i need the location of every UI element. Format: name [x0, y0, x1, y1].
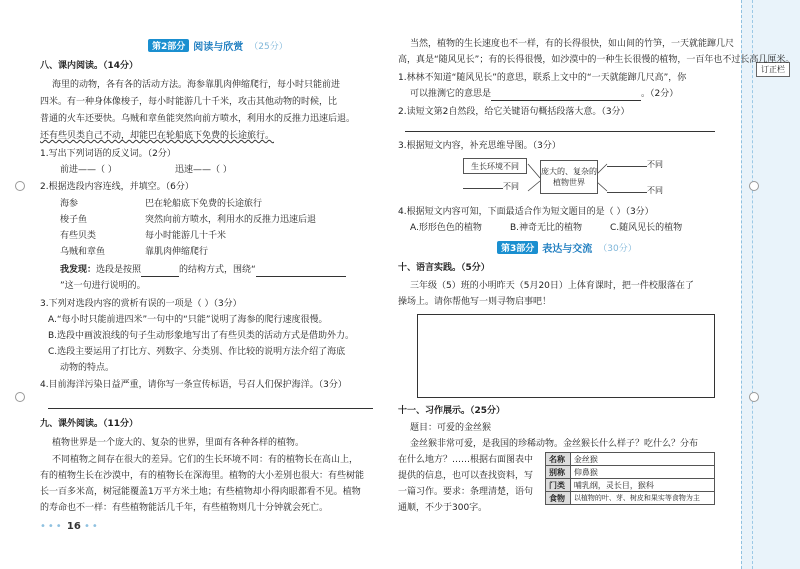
q8-title: 八、课内阅读。（14分） [40, 61, 139, 71]
section2-header: 第2部分 阅读与欣赏 （25分） [148, 38, 288, 52]
mind-map-blank-3[interactable] [607, 192, 647, 193]
discover-line-end: ”这一句进行说明的。 [60, 281, 146, 291]
antonym-blank-1[interactable]: 前进——（ ） [60, 165, 117, 175]
q11-line: 提供的信息，也可以查找资料，写 [398, 471, 534, 481]
link-left-item[interactable]: 有些贝类 [60, 231, 97, 241]
passage-line: 普通的火车还要快。乌贼和章鱼能突然向前方喷水，利用水的反推力迅速后退。 [40, 114, 356, 124]
table-row: 食物 以植物的叶、芽、树皮和果实等食物为主 [546, 492, 715, 505]
summary-answer-line[interactable] [405, 131, 715, 132]
q8-option-c-cont: 动物的特点。 [60, 363, 115, 373]
q11-line: 一篇习作。要求：条理清楚，语句 [398, 487, 534, 497]
q8-sub3: 3.下列对选段内容的赏析有误的一项是（ ）（3分） [40, 299, 242, 309]
q11-topic: 题目：可爱的金丝猴 [410, 423, 492, 433]
q9-line: 的寿命也不一样：有些植物能活几千年，有些植物则几十分钟就会死亡。 [40, 503, 329, 513]
r-q4-option-b[interactable]: B.神奇无比的植物 [510, 223, 583, 233]
q11-line: 金丝猴非常可爱，是我国的珍稀动物。金丝猴长什么样子？吃什么？分布 [410, 439, 699, 449]
dots-decoration: ••• [40, 521, 64, 532]
correction-tag: 订正栏 [756, 62, 790, 77]
table-row: 别称 仰鼻猴 [546, 466, 715, 479]
discover-blank-2[interactable] [256, 276, 346, 277]
mind-map-label-diff: 不同 [647, 160, 663, 169]
q8-option-a[interactable]: A.“每小时只能前进四米”一句中的“只能”说明了海参的爬行速度很慢。 [48, 315, 328, 325]
mind-map-label-diff: 不同 [503, 182, 519, 191]
binding-hole [749, 181, 759, 191]
lost-notice-writing-box[interactable] [417, 314, 715, 398]
section3-header: 第3部分 表达与交流 （30分） [497, 240, 637, 254]
r-q4: 4.根据短文内容可知，下面最适合作为短文题目的是（ ）（3分） [398, 207, 654, 217]
discover-blank-1[interactable] [141, 276, 179, 277]
q10-line: 三年级（5）班的小明昨天（5月20日）上体育课时，把一件校服落在了 [410, 281, 694, 291]
antonym-blank-2[interactable]: 迅速——（ ） [175, 165, 232, 175]
link-left-item[interactable]: 乌贼和章鱼 [60, 247, 106, 257]
link-right-item[interactable]: 巴在轮船底下免费的长途旅行 [145, 199, 263, 209]
passage-line: 四米。有一种身体像梭子，每小时能游几十千米，攻击其他动物的时候，比 [40, 97, 338, 107]
r-q2: 2.读短文第2自然段，给它关键语句概括段落大意。（3分） [398, 107, 630, 117]
passage-cont: 高，真是“随风见长”；有的长得很慢，如沙漠中的一种生长很慢的植物，一百年也不过长高几厘米。 [398, 55, 795, 65]
passage-cont: 当然，植物的生长速度也不一样，有的长得很快，如山间的竹笋，一天就能蹿几尺 [410, 39, 735, 49]
r-q1: 1.林林不知道“随风见长”的意思，联系上文中的“一天就能蹿几尺高”，你 [398, 73, 687, 83]
r-q4-option-a[interactable]: A.形形色色的植物 [410, 223, 482, 233]
golden-monkey-info-table [545, 452, 715, 505]
link-right-item[interactable]: 每小时能游几十千米 [145, 231, 227, 241]
link-left-item[interactable]: 海参 [60, 199, 79, 209]
discover-line: 我发现：选段是按照 的结构方式，围绕“ [60, 264, 346, 277]
q10-line: 操场上。请你帮他写一则寻物启事吧！ [398, 297, 552, 307]
slogan-answer-line[interactable] [48, 408, 373, 409]
q8-option-c[interactable]: C.选段主要运用了打比方、列数字、分类别、作比较的说明方法介绍了海底 [48, 347, 346, 357]
binding-hole [749, 392, 759, 402]
binding-hole [15, 392, 25, 402]
q9-line: 植物世界是一个庞大的、复杂的世界，里面有各种各样的植物。 [52, 438, 305, 448]
r-q1-line2: 可以推测它的意思是 。（2分） [410, 89, 679, 99]
q9-line: 有的植物生长在沙漠中，有的植物长在深海里。植物的大小差别也很大：有些树能 [40, 471, 365, 481]
link-right-item[interactable]: 突然向前方喷水，利用水的反推力迅速后退 [145, 215, 317, 225]
q11-line: 在什么地方？……根据右面图表中 [398, 455, 534, 465]
mind-map-label-diff: 不同 [647, 186, 663, 195]
dots-decoration: •• [84, 521, 100, 532]
passage-wavy-line: 还有些贝类自己不动，却能巴在轮船底下免费的长途旅行。 [40, 131, 275, 141]
mind-map-blank-2[interactable] [607, 166, 647, 167]
q9-title: 九、课外阅读。（11分） [40, 419, 139, 429]
cut-line [752, 0, 753, 569]
passage-line: 海里的动物，各有各的活动方法。海参靠肌肉伸缩爬行，每小时只能前进 [52, 80, 341, 90]
r-q4-option-c[interactable]: C.随风见长的植物 [610, 223, 683, 233]
mind-map-blank-1[interactable] [463, 188, 503, 189]
q8-sub4: 4.目前海洋污染日益严重，请你写一条宣传标语，号召人们保护海洋。（3分） [40, 380, 347, 390]
binding-hole [15, 181, 25, 191]
q8-option-b[interactable]: B.选段中画波浪线的句子生动形象地写出了有些贝类的活动方式是借助外力。 [48, 331, 355, 341]
mind-map-center: 庞大的、复杂的 植物世界 [540, 160, 598, 194]
mind-map-node-env: 生长环境不同 [463, 158, 527, 174]
q8-sub1: 1.写出下列词语的反义词。（2分） [40, 149, 176, 159]
correction-sidebar [741, 0, 800, 569]
link-left-item[interactable]: 梭子鱼 [60, 215, 88, 225]
table-row: 门类 哺乳纲，灵长目，猴科 [546, 479, 715, 492]
r-q3: 3.根据短文内容，补充思维导图。（3分） [398, 141, 561, 151]
q10-title: 十、语言实践。（5分） [398, 263, 490, 273]
link-right-item[interactable]: 靠肌肉伸缩爬行 [145, 247, 209, 257]
q9-line: 长一百多米高，树冠能覆盖1万平方米土地；有些植物却小得肉眼都看不见。植物 [40, 487, 361, 497]
table-row: 名称 金丝猴 [546, 453, 715, 466]
meaning-blank[interactable] [491, 100, 641, 101]
q11-line: 通顺，不少于300字。 [398, 503, 488, 513]
page-number: ••• 16 •• [40, 521, 100, 532]
q11-title: 十一、习作展示。（25分） [398, 406, 506, 416]
q9-line: 不同植物之间存在很大的差异。它们的生长环境不同：有的植物长在高山上， [52, 455, 359, 465]
q8-sub2: 2.根据选段内容连线，并填空。（6分） [40, 182, 194, 192]
